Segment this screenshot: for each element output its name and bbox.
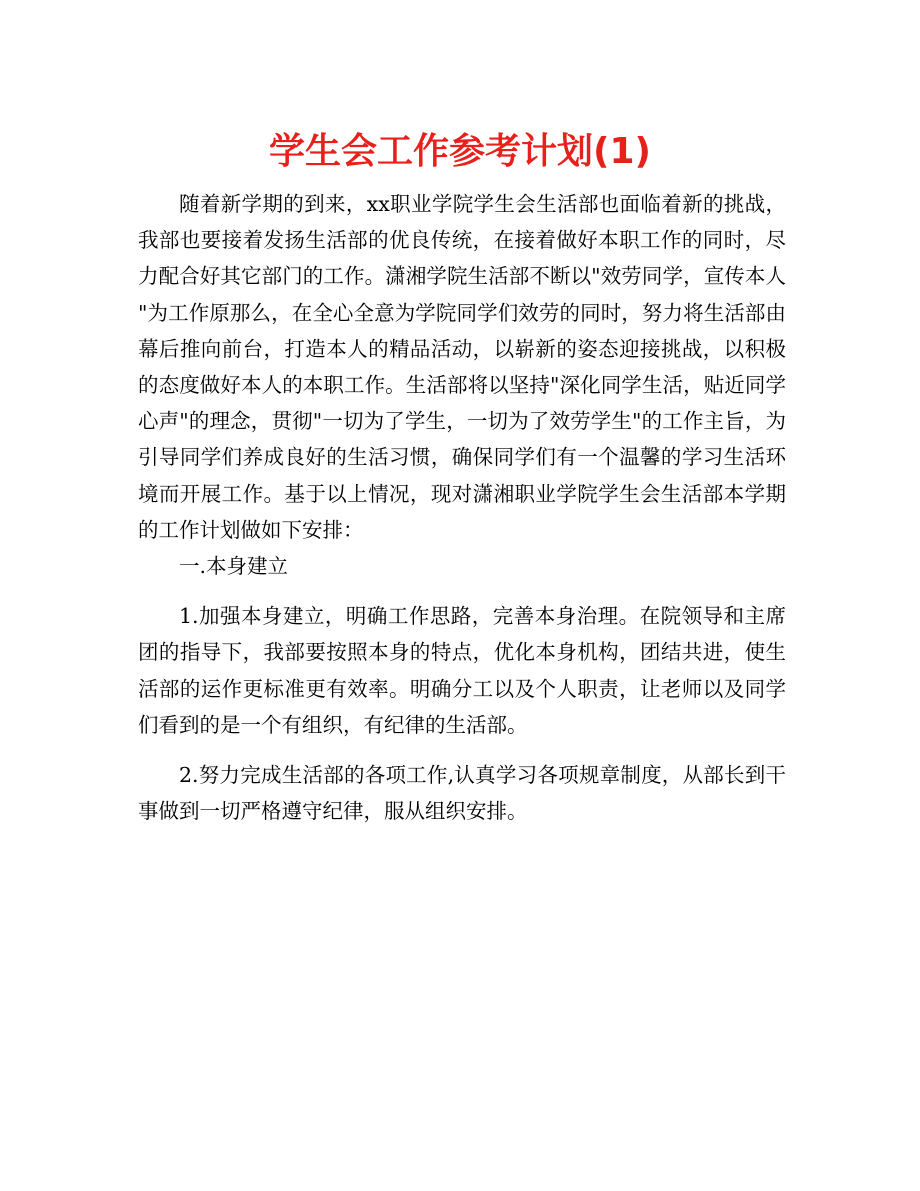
paragraph-item-1: 1.加强本身建立，明确工作思路，完善本身治理。在院领导和主席团的指导下，我部要按照本身的特点，优化本身机构，团结共进，使生活部的运作更标准更有效率。明确分工以及个人职责，让老师以及同学们看到的是一个有组织，有纪律的生活部。: [138, 604, 786, 737]
paragraph-item-2: 2.努力完成生活部的各项工作,认真学习各项规章制度，从部长到干事做到一切严格遵守纪律，服从组织安排。: [138, 763, 786, 824]
section-heading-self-building: 一.本身建立: [179, 554, 289, 579]
document-body: [138, 186, 786, 829]
paragraph-intro: 随着新学期的到来，xx职业学院学生会生活部也面临着新的挑战，我部也要接着发扬生活部的优良传统，在接着做好本职工作的同时，尽力配合好其它部门的工作。潇湘学院生活部不断以"效劳同学，宣传本人"为工作原那么，在全心全意为学院同学们效劳的同时，努力将生活部由幕后推向前台，打造本人的精品活动，以崭新的姿态迎接挑战，以积极的态度做好本人的本职工作。生活部将以坚持"深化同学生活，贴近同学心声"的理念，贯彻"一切为了学生，一切为了效劳学生"的工作主旨，为引导同学们养成良好的生活习惯，确保同学们有一个温馨的学习生活环境而开展工作。基于以上情况，现对潇湘职业学院学生会生活部本学期的工作计划做如下安排：: [138, 192, 786, 542]
document-title: 学生会工作参考计划(1): [269, 131, 651, 172]
